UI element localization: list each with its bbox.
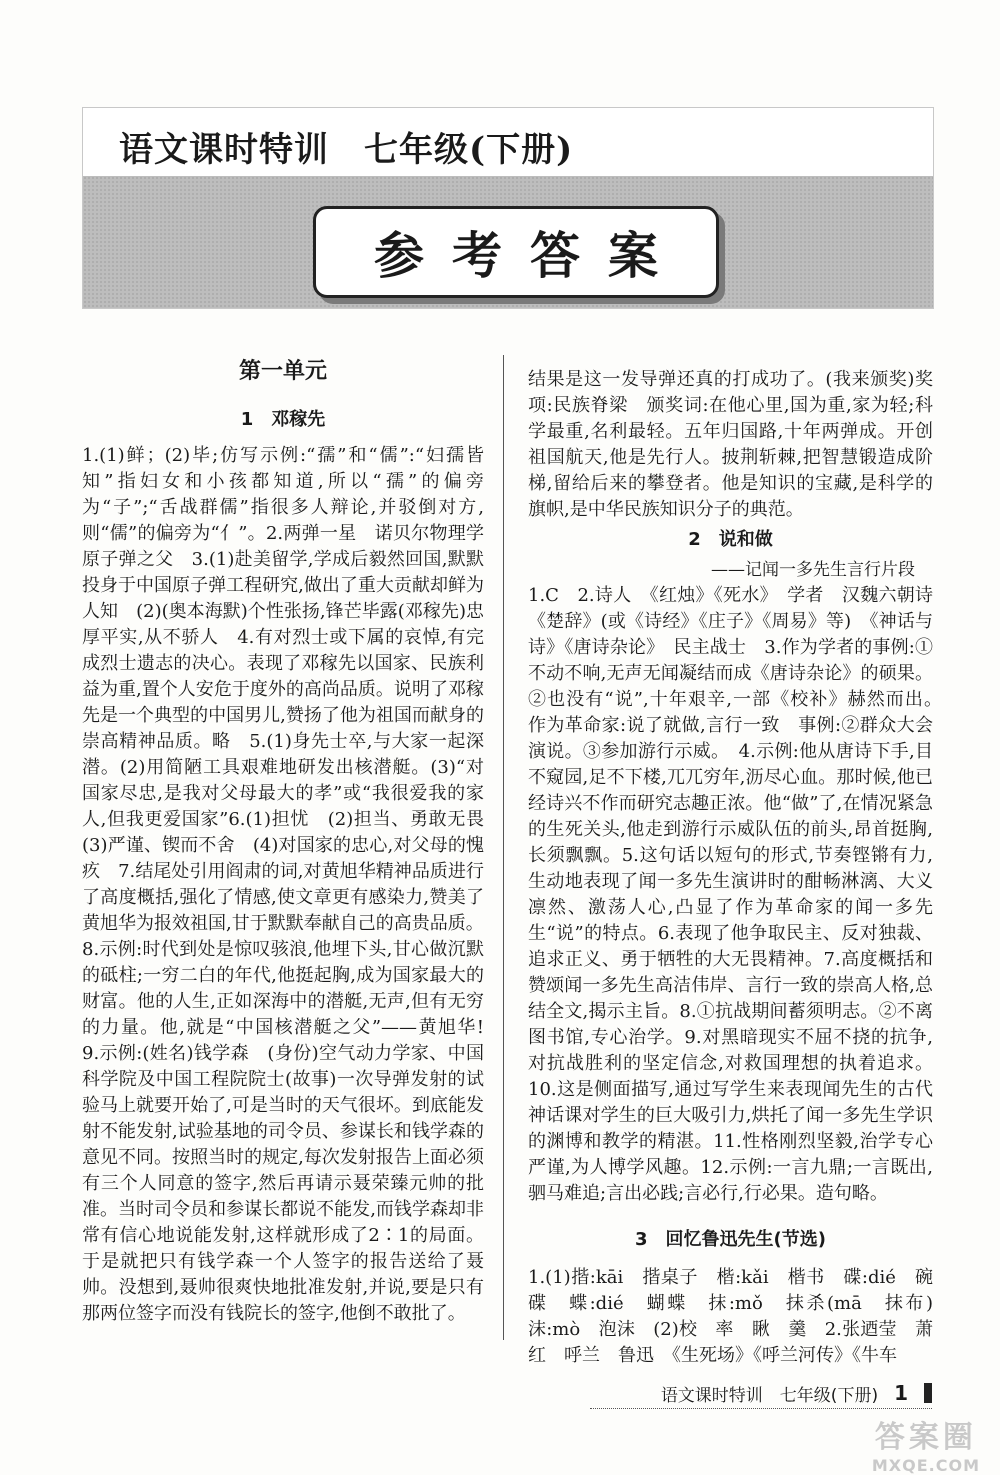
lesson-1-answers-end: 结果是这一发导弹还真的打成功了。(我来颁奖)奖项:民族脊梁 颁奖词:在他心里,国为重,家为轻;科学最重,名利最轻。五年归国路,十年两弹成。开创祖国航天,他是先行人。披荆斩棘,把智慧锻造成阶梯,留给后来的攀登者。他是知识的宝藏,是科学的旗帜,是中华民族知识分子的典范。 — [528, 369, 933, 520]
lesson-3-title: 3 回忆鲁迅先生(节选) — [635, 1229, 826, 1250]
right-column — [528, 367, 951, 1369]
left-column — [82, 355, 502, 1327]
lesson-2-title: 2 说和做 — [688, 529, 773, 550]
lesson-1-answers: 1.(1)鲜；(2)毕;仿写示例:“孺”和“儒”:“妇孺皆知”指妇女和小孩都知道,所以“孺”的偏旁为“子”;“舌战群儒”指很多人辩论,并驳倒对方,则“儒”的偏旁为“亻”。2.两弹一星 诺贝尔物理学 原子弹之父 3.(1)赴美留学,学成后毅然回国,默默投身于中国原子弹工程研究,做出了重大贡献却鲜为人知 (2)(奥本海默)个性张扬,锋芒毕露(邓稼先)忠厚平实,从不骄人 4.有对烈士或下属的哀悼,有完成烈士遗志的决心。表现了邓稼先以国家、民族利益为重,置个人安危于度外的高尚品质。说明了邓稼先是一个典型的中国男儿,赞扬了他为祖国而献身的崇高精神品质。略 5.(1)身先士卒,与大家一起深潜。(2)用简陋工具艰难地研发出核潜艇。(3)“对国家尽忠,是我对父母最大的孝”或“我很爱我的家人,但我更爱国家”6.(1)担忧 (2)担当、勇敢无畏 (3)严谨、锲而不舍 (4)对国家的忠心,对父母的愧疚 7.结尾处引用阎肃的词,对黄旭华精神品质进行了高度概括,强化了情感,使文章更有感染力,赞美了黄旭华为报效祖国,甘于默默奉献自己的高贵品质。 — [82, 445, 502, 934]
lesson-2-answers: 1.C 2.诗人 《红烛》《死水》 学者 汉魏六朝诗 《楚辞》(或《诗经》《庄子》《周易》等) 《神话与诗》《唐诗杂论》 民主战士 3.作为学者的事例:①不动不响,无声无闻凝结而成《唐诗杂论》的硕果。②也没有“说”,十年艰辛,一部《校补》赫然而出。 作为革命家:说了就做,言行一致 事例:②群众大会演说。③参加游行示威。 4.示例:他从唐诗下手,目不窥园,足不下楼,兀兀穷年,沥尽心血。那时候,他已经诗兴不作而研究志趣正浓。他“做”了,在情况紧急的生死关头,他走到游行示威队伍的前头,昂首挺胸,长须飘飘。5.这句话以短句的形式,节奏铿锵有力,生动地表现了闻一多先生演讲时的酣畅淋漓、大义凛然、激荡人心,凸显了作为革命家的闻一多先生“说”的特点。6.表现了他争取民主、反对独裁、追求正义、勇于牺牲的大无畏精神。7.高度概括和赞颂闻一多先生高洁伟岸、言行一致的崇高人格,总结全文,揭示主旨。8.①抗战期间蓄须明志。②不离图书馆,专心治学。9.对黑暗现实不屈不挠的抗争,对抗战胜利的坚定信念,对救国理想的执着追求。10.这是侧面描写,通过写学生来表现闻先生的古代神话课对学生的巨大吸引力,烘托了闻一多先生学识的渊博和教学的精湛。11.性格刚烈坚毅,治学专心严谨,为人博学风趣。12.示例:一言九鼎;一言既出,驷马难追;言出必践;言必行,行必果。造句略。 — [528, 585, 951, 1204]
watermark-logo: 答案圈 — [874, 1420, 977, 1455]
banner-background — [83, 176, 933, 308]
lesson-1-title: 1 邓稼先 — [240, 409, 326, 430]
unit-title: 第一单元 — [238, 359, 327, 384]
lesson-2-subtitle: ——记闻一多先生言行片段 — [711, 560, 915, 580]
answer-banner — [313, 206, 719, 298]
page-footer — [590, 1378, 932, 1409]
column-divider — [503, 355, 504, 1340]
lesson-3-answers: 1.(1)揩:kāi 揩桌子 楷:kǎi 楷书 碟:dié 碗碟 蝶:dié 蝴蝶 抹:mǒ 抹杀(mā 抹布) 沫:mò 泡沫 (2)校 率 瞅 羹 2.张迺莹 萧红 呼兰 鲁迅 《生死场》《呼兰河传》《牛车 — [528, 1267, 951, 1366]
footer-bar-icon — [924, 1383, 932, 1403]
header-band — [82, 107, 934, 309]
answer-banner-text: 参考答案 — [374, 227, 686, 285]
footer-book-title: 语文课时特训 七年级(下册) — [660, 1385, 879, 1406]
watermark — [872, 1412, 980, 1475]
page-number: 1 — [894, 1381, 908, 1405]
lesson-1-answers-cont: 8.示例:时代到处是惊叹骇浪,他埋下头,甘心做沉默的砥柱;一穷二白的年代,他挺起胸,成为国家最大的财富。他的人生,正如深海中的潜艇,无声,但有无穷的力量。他,就是“中国核潜艇之父”——黄旭华! 9.示例:(姓名)钱学森 (身份)空气动力学家、中国科学院及中国工程院院士(故事)一次导弹发射的试验马上就要开始了,可是当时的天气很坏。到底能发射不能发射,试验基地的司令员、参谋长和钱学森的意见不同。按照当时的规定,每次发射报告上面必须有三个人同意的签字,然后再请示聂荣臻元帅的批准。当时司令员和参谋长都说不能发,而钱学森却非常有信心地说能发射,这样就形成了2∶1的局面。于是就把只有钱学森一个人签字的报告送给了聂帅。没想到,聂帅很爽快地批准发射,并说,要是只有那两位签字而没有钱院长的签字,他倒不敢批了。 — [82, 939, 502, 1324]
watermark-url: MXQE.COM — [871, 1456, 980, 1475]
book-title: 语文课时特训 七年级(下册) — [119, 130, 574, 170]
header-top — [83, 108, 933, 177]
